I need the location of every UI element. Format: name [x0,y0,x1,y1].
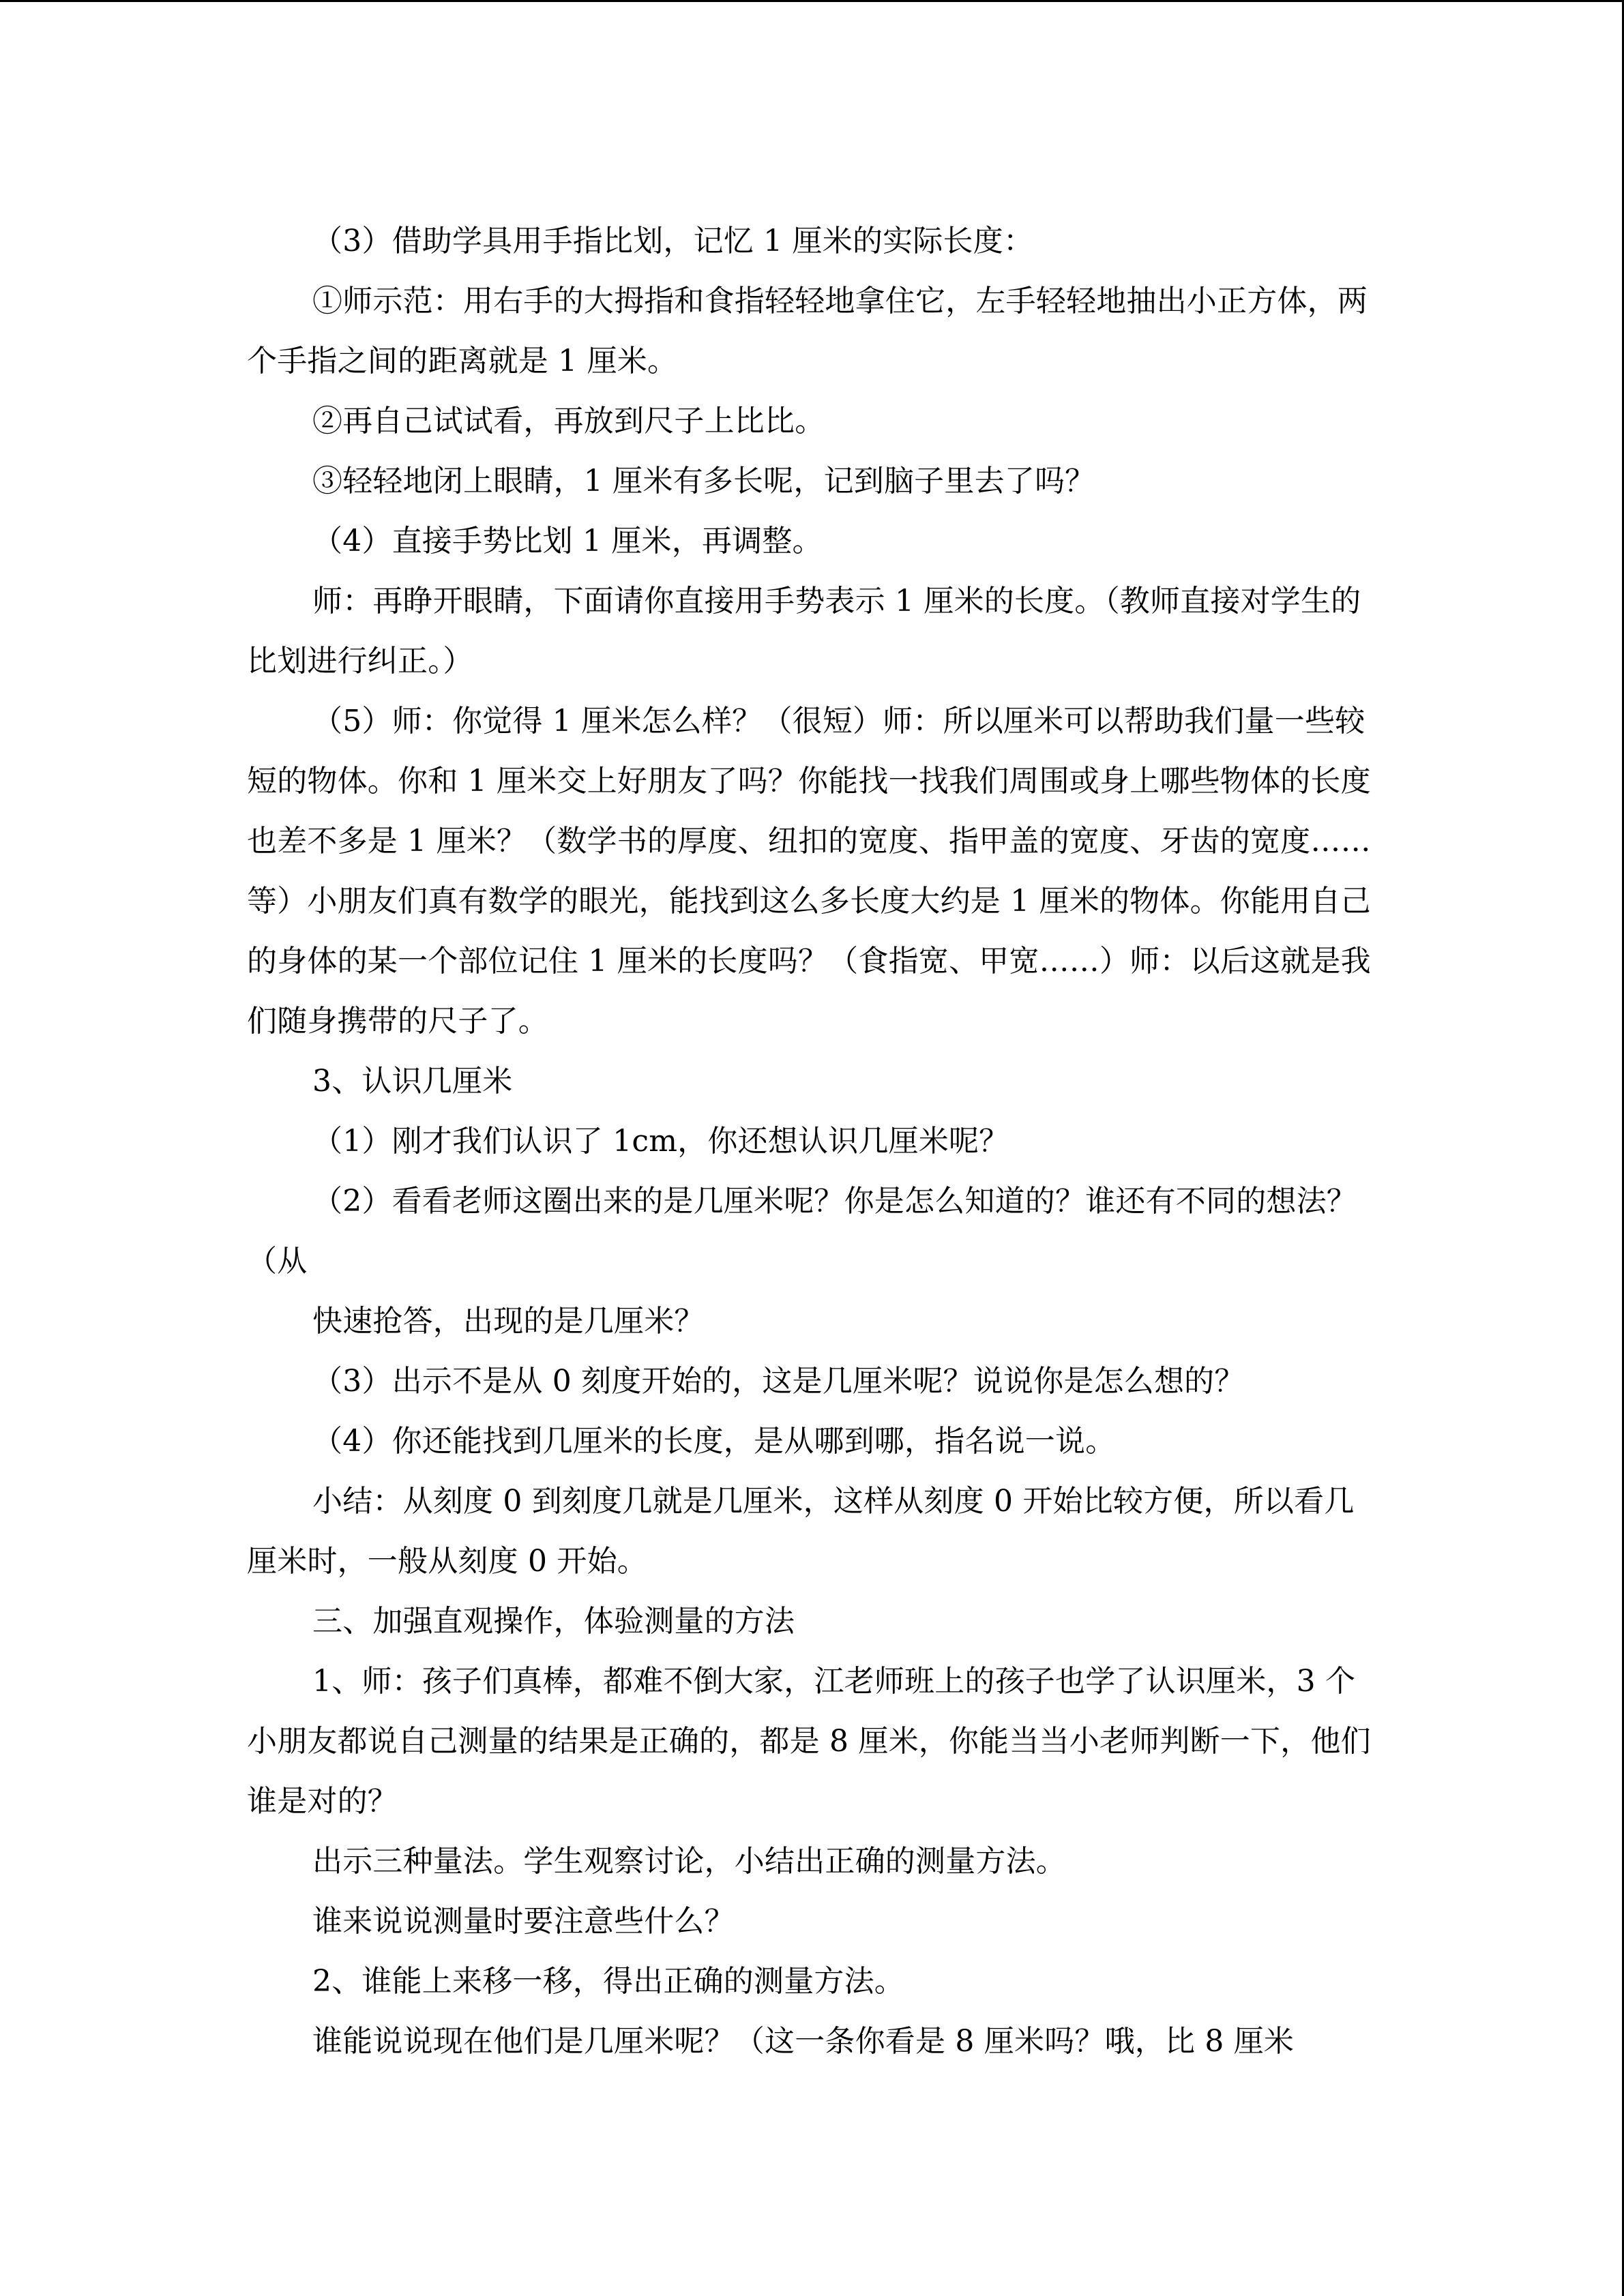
paragraph-close-eyes: ③轻轻地闭上眼睛，1 厘米有多长呢，记到脑子里去了吗？ [312,464,1095,498]
paragraph-attention: 谁来说说测量时要注意些什么？ [312,1904,735,1939]
section-heading-measurement: 三、加强直观操作，体验测量的方法 [312,1604,795,1639]
paragraph-3-gesture-title: （3）借助学具用手指比划，记忆 1 厘米的实际长度： [312,224,1034,258]
paragraph-summary: 小结：从刻度 0 到刻度几就是几厘米，这样从刻度 0 开始比较方便，所以看几厘米时，一般从刻度 0 开始。 [247,1484,1355,1579]
paragraph-teacher-demo: ①师示范：用右手的大拇指和食指轻轻地拿住它，左手轻轻地抽出小正方体，两个手指之间的距离就是 1 厘米。 [247,284,1368,378]
paragraph-1-three-kids: 1、师：孩子们真棒，都难不倒大家，江老师班上的孩子也学了认识厘米，3 个小朋友都说自己测量的结果是正确的，都是 8 厘米，你能当当小老师判断一下，他们谁是对的？ [247,1664,1371,1819]
paragraph-open-eyes: 师：再睁开眼睛，下面请你直接用手势表示 1 厘米的长度。（教师直接对学生的比划进行纠正。） [247,584,1361,679]
paragraph-3-not-zero: （3）出示不是从 0 刻度开始的，这是几厘米呢？说说你是怎么想的？ [312,1364,1245,1399]
paragraph-1-know-cm: （1）刚才我们认识了 1cm，你还想认识几厘米呢？ [312,1124,1009,1159]
paragraph-quick-answer: 快速抢答，出现的是几厘米？ [312,1304,705,1339]
paragraph-how-many-cm: 谁能说说现在他们是几厘米呢？（这一条你看是 8 厘米吗？哦，比 8 厘米 [312,2024,1295,2059]
paragraph-try-yourself: ②再自己试试看，再放到尺子上比比。 [312,404,825,438]
section-heading-several-cm: 3、认识几厘米 [312,1064,513,1099]
paragraph-2-circled: （2）看看老师这圈出来的是几厘米呢？你是怎么知道的？谁还有不同的想法？（从 [247,1184,1357,1279]
paragraph-4-find-length: （4）你还能找到几厘米的长度，是从哪到哪，指名说一说。 [312,1424,1116,1459]
paragraph-2-move: 2、谁能上来移一移，得出正确的测量方法。 [312,1964,904,1999]
paragraph-5-how-short: （5）师：你觉得 1 厘米怎么样？（很短）师：所以厘米可以帮助我们量一些较短的物体。你和 1 厘米交上好朋友了吗？你能找一找我们周围或身上哪些物体的长度也差不多是 1 厘米？（数学书的厚度、纽扣的宽度、指甲盖的宽度、牙齿的宽度……等）小朋友们真有数学的眼光，能找到这么多长度大约是 1 厘米的物体。你能用自己的身体的某一个部位记住 1 厘米的长度吗？（食指宽、甲宽……）师：以后这就是我们随身携带的尺子了。 [247,704,1371,1039]
paragraph-three-methods: 出示三种量法。学生观察讨论，小结出正确的测量方法。 [312,1844,1066,1879]
paragraph-4-direct-gesture: （4）直接手势比划 1 厘米，再调整。 [312,524,823,558]
document-body [247,211,1379,2072]
